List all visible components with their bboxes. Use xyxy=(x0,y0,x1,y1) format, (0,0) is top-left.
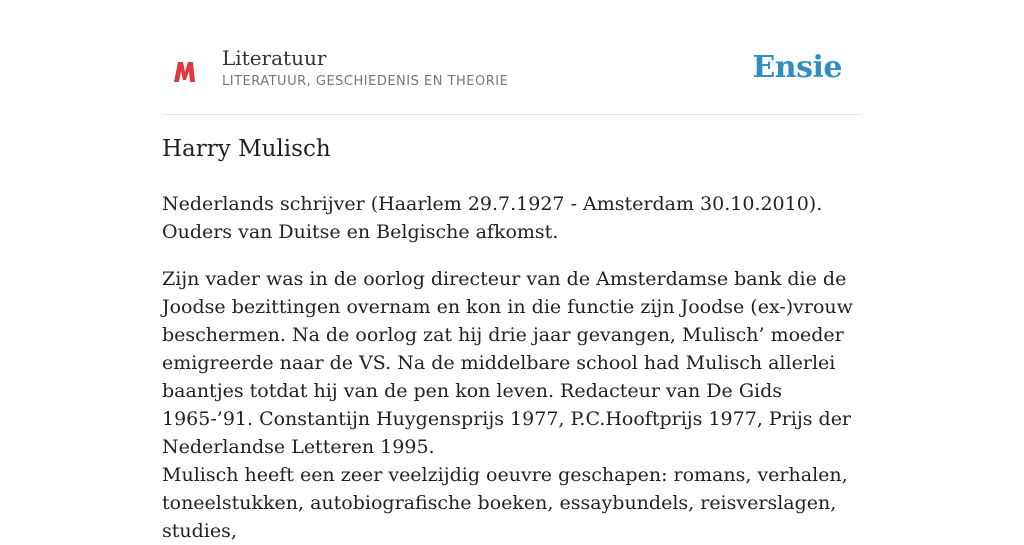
page xyxy=(162,0,862,542)
site-header xyxy=(162,0,862,115)
article-title: Harry Mulisch xyxy=(162,136,331,162)
article-paragraph: Mulisch heeft een zeer veelzijdig oeuvre geschapen: romans, verhalen, toneelstukken, autobiografische boeken, essaybundels, reisverslagen, studies, xyxy=(162,464,848,542)
category-title[interactable]: Literatuur xyxy=(222,46,327,70)
category-subtitle: LITERATUUR, GESCHIEDENIS EN THEORIE xyxy=(222,74,509,89)
site-logo[interactable]: Ensie xyxy=(752,50,842,85)
category-brand[interactable] xyxy=(222,46,508,89)
category-logo-icon[interactable] xyxy=(172,56,198,86)
article-paragraph: Zijn vader was in de oorlog directeur van de Amsterdamse bank die de Joodse bezittingen overnam en kon in die functie zijn Joodse (ex-)vrouw beschermen. Na de oorlog zat hij drie jaar gevangen, Mulisch’ moeder emigreerde naar de VS. Na de middelbare school had Mulisch allerlei baantjes totdat hij van de pen kon leven. Redacteur van De Gids 1965-’91. Constantijn Huygensprijs 1977, P.C.Hooftprijs 1977, Prijs der Nederlandse Letteren 1995. xyxy=(162,268,853,458)
article-paragraph: Nederlands schrijver (Haarlem 29.7.1927 - Amsterdam 30.10.2010). Ouders van Duitse en Belgische afkomst. xyxy=(162,193,823,243)
